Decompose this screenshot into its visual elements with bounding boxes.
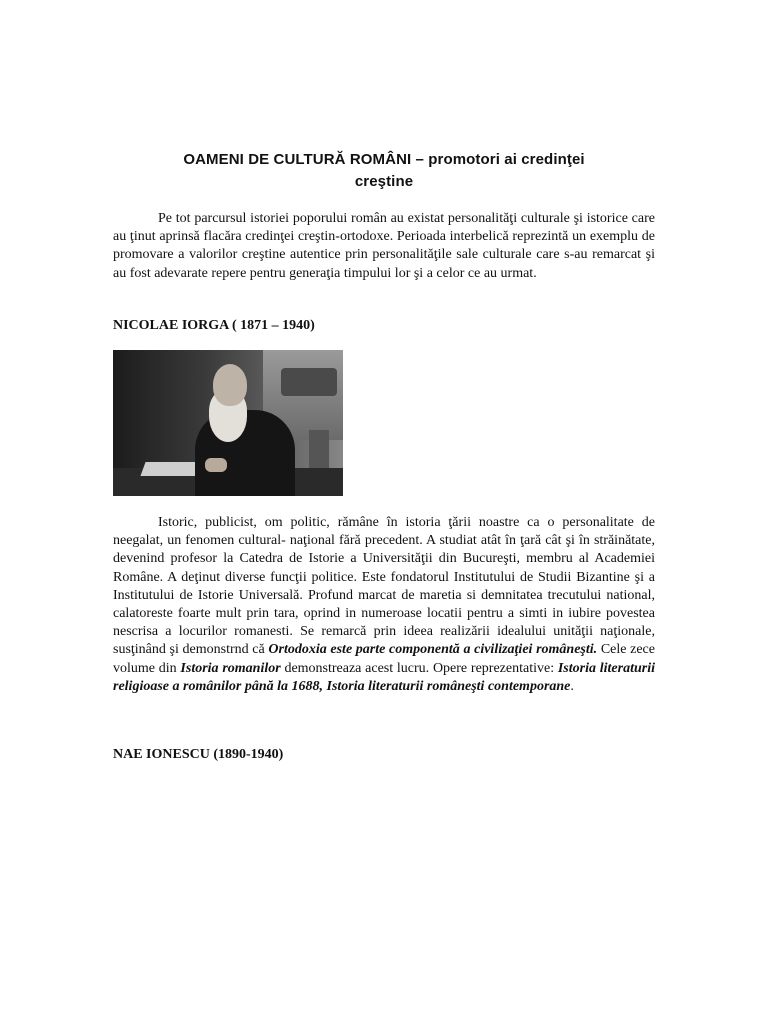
bio-text-2: Cele zece volume din xyxy=(113,642,655,676)
intro-paragraph xyxy=(113,210,655,283)
title-line-1: OAMENI DE CULTURĂ ROMÂNI – promotori ai credinţei xyxy=(183,151,585,168)
section-heading-iorga: NICOLAE IORGA ( 1871 – 1940) xyxy=(113,318,315,333)
portrait-photo xyxy=(113,350,343,496)
bio-emphasis-2: Istoria romanilor xyxy=(180,660,281,676)
bio-text-1: Istoric, publicist, om politic, rămâne în istoria ţării noastre ca o personalitate de neegalat, un fenomen cultural- naţional fără precedent. A studiat atât în ţară cât şi în străinătate, devenind profesor la Catedra de Istorie a Universităţii din Bucureşti, membru al Academiei Române. A deţinut diverse funcţii politice. Este fondatorul Institutului de Studii Bizantine şi a Institutului de Istorie Universală. Profund marcat de maretia si demnitatea trecutului national, calatoreste foarte mult prin tara, oprind in numeroase locatii pentru a simti in iubire povestea nescrisa a locurilor romanesti. Se remarcă prin ideea realizării idealului unităţii naţionale, susţinând şi demonstrnd că xyxy=(113,515,655,658)
bio-emphasis-1: Ortodoxia este parte componentă a civilizaţiei româneşti. xyxy=(268,642,598,658)
bio-emphasis-3: Istoria literaturii religioase a românilor până la 1688, Istoria literaturii româneşti contemporane xyxy=(113,660,655,694)
document-title xyxy=(113,149,655,193)
section-heading-ionescu: NAE IONESCU (1890-1940) xyxy=(113,747,284,762)
bio-text-4: . xyxy=(570,678,574,694)
bio-text-3: demonstreaza acest lucru. Opere reprezentative: xyxy=(280,660,558,676)
bio-paragraph-iorga xyxy=(113,514,655,696)
intro-text: Pe tot parcursul istoriei poporului român au existat personalităţi culturale şi istorice care au ţinut aprinsă flacăra credinţei creştin-ortodoxe. Perioada interbelică reprezintă un exemplu de promovare a valorilor creştine autentice prin personalităţile sale culturale care s-au remarcat şi au fost adevarate repere pentru generaţia timpului lor şi a celor ce au urmat. xyxy=(113,211,655,281)
title-line-2: creştine xyxy=(354,173,414,190)
